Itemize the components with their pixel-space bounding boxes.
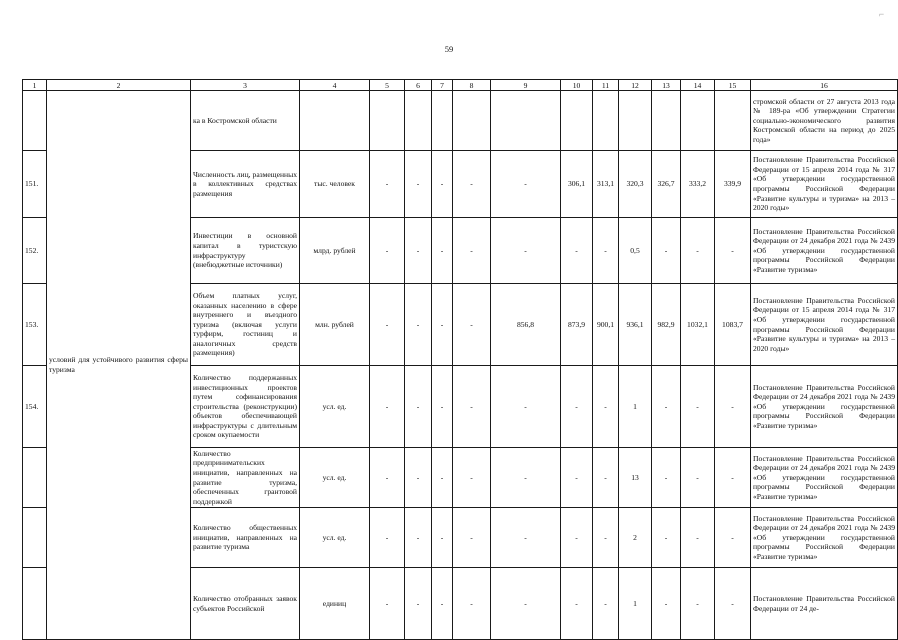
source-cell: Постановление Правительства Российской Федерации от 24 декабря 2021 года № 2439 «Об утверждении государственной программы Российской Федерации «Развитие туризма» (751, 366, 898, 448)
value-cell (561, 91, 593, 151)
value-cell: - (432, 508, 453, 568)
value-cell: 339,9 (715, 151, 751, 218)
value-cell: 1 (619, 366, 652, 448)
value-cell: 982,9 (652, 284, 681, 366)
value-cell: 320,3 (619, 151, 652, 218)
value-cell: - (405, 568, 432, 640)
value-cell: - (561, 568, 593, 640)
value-cell: - (370, 448, 405, 508)
value-cell: - (432, 366, 453, 448)
value-cell: 0,5 (619, 218, 652, 284)
value-cell: - (370, 508, 405, 568)
column-header: 10 (561, 80, 593, 91)
value-cell (370, 91, 405, 151)
value-cell: - (370, 284, 405, 366)
indicator-name: Инвестиции в основной капитал в туристскую инфраструктуру (внебюджетные источники) (191, 218, 300, 284)
row-number (23, 568, 47, 640)
value-cell: - (715, 568, 751, 640)
source-cell: Постановление Правительства Российской Федерации от 15 апреля 2014 года № 317 «Об утверждении государственной программы Российской Федерации «Развитие культуры и туризма» на 2013 – 2020 годы» (751, 151, 898, 218)
value-cell: - (405, 366, 432, 448)
value-cell: - (652, 568, 681, 640)
unit-cell: усл. ед. (300, 366, 370, 448)
value-cell: - (432, 151, 453, 218)
indicator-name: ка в Костромской области (191, 91, 300, 151)
value-cell: - (715, 218, 751, 284)
value-cell: 936,1 (619, 284, 652, 366)
value-cell: - (432, 448, 453, 508)
value-cell: - (405, 151, 432, 218)
value-cell: - (593, 218, 619, 284)
value-cell: - (652, 508, 681, 568)
value-cell: - (453, 508, 491, 568)
column-header: 4 (300, 80, 370, 91)
source-cell: стромской области от 27 августа 2013 года № 189-ра «Об утверждении Стратегии социально-экономического развития Костромской области на период до 2025 года» (751, 91, 898, 151)
source-cell: Постановление Правительства Российской Федерации от 24 декабря 2021 года № 2439 «Об утверждении государственной программы Российской Федерации «Развитие туризма» (751, 218, 898, 284)
value-cell: - (405, 448, 432, 508)
value-cell: - (453, 568, 491, 640)
unit-cell: усл. ед. (300, 508, 370, 568)
value-cell: - (405, 284, 432, 366)
value-cell: - (593, 508, 619, 568)
column-header: 9 (491, 80, 561, 91)
value-cell (405, 91, 432, 151)
column-number-row (23, 80, 898, 91)
value-cell (715, 91, 751, 151)
indicator-name: Количество поддержанных инвестиционных проектов путем софинансирования строительства (реконструкции) объектов обеспечивающей инфраструктуры с длительным сроком окупаемости (191, 366, 300, 448)
value-cell: 873,9 (561, 284, 593, 366)
value-cell: - (715, 366, 751, 448)
row-number: 154. (23, 366, 47, 448)
value-cell: - (561, 448, 593, 508)
value-cell: - (370, 366, 405, 448)
unit-cell: млрд. рублей (300, 218, 370, 284)
value-cell: - (453, 151, 491, 218)
source-cell: Постановление Правительства Российской Федерации от 24 декабря 2021 года № 2439 «Об утверждении государственной программы Российской Федерации «Развитие туризма» (751, 508, 898, 568)
value-cell: - (491, 366, 561, 448)
value-cell: 856,8 (491, 284, 561, 366)
value-cell: - (370, 568, 405, 640)
indicator-name: Количество общественных инициатив, направленных на развитие туризма (191, 508, 300, 568)
value-cell: - (491, 151, 561, 218)
indicators-table (22, 79, 898, 640)
column-header: 16 (751, 80, 898, 91)
value-cell: 13 (619, 448, 652, 508)
value-cell (593, 91, 619, 151)
column-header: 13 (652, 80, 681, 91)
scan-corner-mark: ⌐ (879, 9, 885, 19)
value-cell: - (370, 218, 405, 284)
column-header: 1 (23, 80, 47, 91)
value-cell: - (681, 568, 715, 640)
value-cell: - (561, 508, 593, 568)
column-header: 14 (681, 80, 715, 91)
value-cell: - (405, 218, 432, 284)
value-cell: - (432, 568, 453, 640)
value-cell: - (491, 568, 561, 640)
value-cell: - (453, 284, 491, 366)
value-cell: 1083,7 (715, 284, 751, 366)
value-cell: - (593, 568, 619, 640)
value-cell: - (652, 218, 681, 284)
unit-cell: усл. ед. (300, 448, 370, 508)
source-cell: Постановление Правительства Российской Федерации от 24 де- (751, 568, 898, 640)
source-cell: Постановление Правительства Российской Федерации от 15 апреля 2014 года № 317 «Об утверждении государственной программы Российской Федерации «Развитие культуры и туризма» на 2013 – 2020 годы» (751, 284, 898, 366)
column-header: 2 (47, 80, 191, 91)
value-cell: 2 (619, 508, 652, 568)
page-number: 59 (444, 44, 454, 54)
value-cell: - (453, 366, 491, 448)
row-number (23, 91, 47, 151)
column-header: 8 (453, 80, 491, 91)
value-cell: - (405, 508, 432, 568)
goal-cell: условий для устойчивого развития сферы туризма (47, 91, 191, 640)
value-cell: - (681, 366, 715, 448)
value-cell: 1 (619, 568, 652, 640)
table-row (23, 91, 898, 151)
column-header: 12 (619, 80, 652, 91)
indicator-name: Численность лиц, размещенных в коллективных средствах размещения (191, 151, 300, 218)
value-cell (432, 91, 453, 151)
value-cell: - (652, 366, 681, 448)
row-number (23, 448, 47, 508)
column-header: 3 (191, 80, 300, 91)
value-cell: - (561, 218, 593, 284)
value-cell: - (370, 151, 405, 218)
value-cell: - (453, 448, 491, 508)
value-cell: - (453, 218, 491, 284)
indicator-name: Количество отобранных заявок субъектов Российской (191, 568, 300, 640)
value-cell: - (715, 448, 751, 508)
value-cell: - (491, 448, 561, 508)
indicator-name: Объем платных услуг, оказанных населению в сфере внутреннего и въездного туризма (включая услуги турфирм, гостиниц и аналогичных средств размещения) (191, 284, 300, 366)
value-cell (619, 91, 652, 151)
column-header: 15 (715, 80, 751, 91)
value-cell: - (491, 508, 561, 568)
row-number: 151. (23, 151, 47, 218)
unit-cell: единиц (300, 568, 370, 640)
value-cell: - (593, 366, 619, 448)
value-cell: - (681, 448, 715, 508)
value-cell: - (652, 448, 681, 508)
column-header: 7 (432, 80, 453, 91)
value-cell: - (491, 218, 561, 284)
value-cell (491, 91, 561, 151)
column-header: 6 (405, 80, 432, 91)
value-cell: - (561, 366, 593, 448)
row-number: 153. (23, 284, 47, 366)
column-header: 11 (593, 80, 619, 91)
value-cell: 900,1 (593, 284, 619, 366)
value-cell (681, 91, 715, 151)
value-cell: - (432, 218, 453, 284)
value-cell: 1032,1 (681, 284, 715, 366)
column-header: 5 (370, 80, 405, 91)
value-cell: - (432, 284, 453, 366)
row-number: 152. (23, 218, 47, 284)
unit-cell: тыс. человек (300, 151, 370, 218)
row-number (23, 508, 47, 568)
value-cell: - (715, 508, 751, 568)
value-cell (453, 91, 491, 151)
value-cell (652, 91, 681, 151)
unit-cell (300, 91, 370, 151)
value-cell: 326,7 (652, 151, 681, 218)
value-cell: 333,2 (681, 151, 715, 218)
value-cell: - (593, 448, 619, 508)
value-cell: 313,1 (593, 151, 619, 218)
value-cell: 306,1 (561, 151, 593, 218)
source-cell: Постановление Правительства Российской Федерации от 24 декабря 2021 года № 2439 «Об утверждении государственной программы Российской Федерации «Развитие туризма» (751, 448, 898, 508)
unit-cell: млн. рублей (300, 284, 370, 366)
indicator-name: Количество предпринимательских инициатив, направленных на развитие туризма, обеспеченных грантовой поддержкой (191, 448, 300, 508)
value-cell: - (681, 508, 715, 568)
value-cell: - (681, 218, 715, 284)
